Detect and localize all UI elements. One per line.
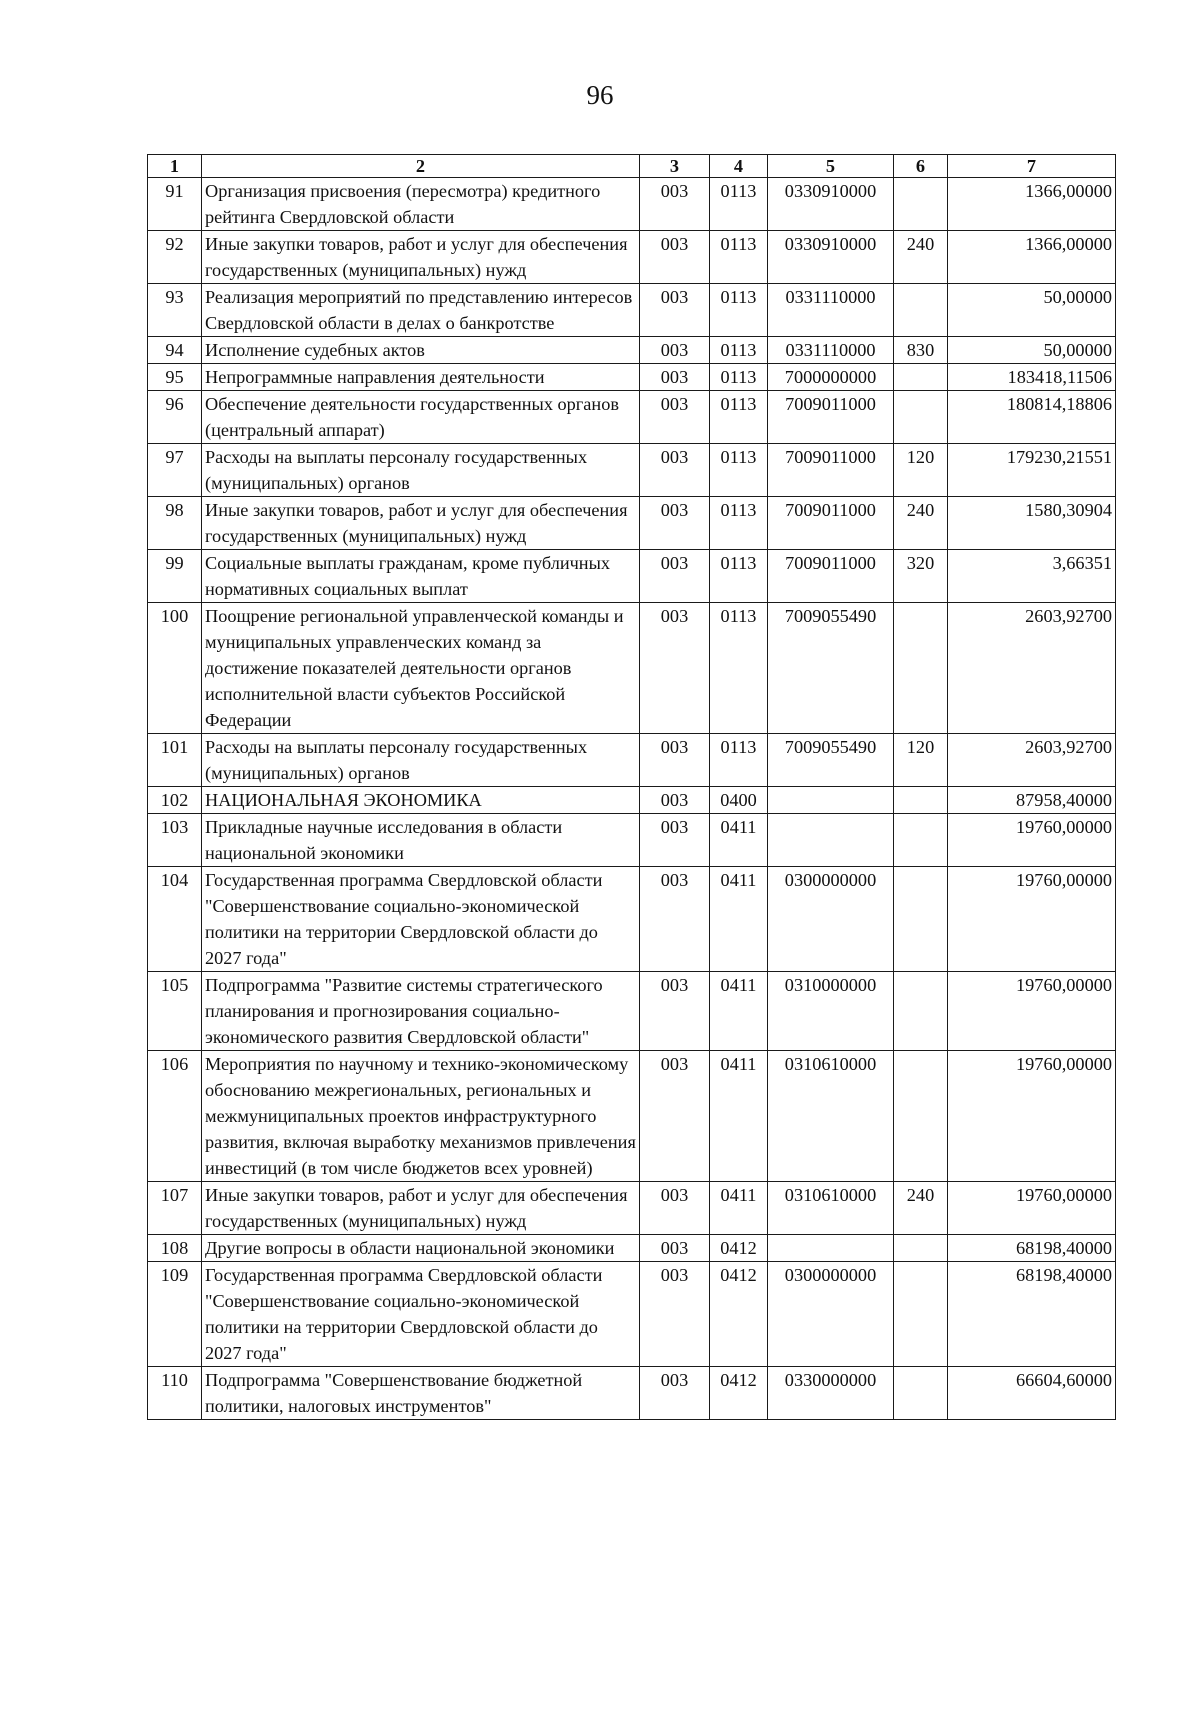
row-number-cell: 105 (148, 972, 202, 1051)
table-row (148, 814, 1116, 867)
expense-name-cell: Другие вопросы в области национальной экономики (202, 1235, 640, 1262)
header-col-2: 2 (202, 155, 640, 178)
target-article-cell: 0331110000 (768, 284, 894, 337)
expense-name-cell: Расходы на выплаты персоналу государственных (муниципальных) органов (202, 444, 640, 497)
expense-type-cell (894, 603, 948, 734)
expense-name-cell: Социальные выплаты гражданам, кроме публичных нормативных социальных выплат (202, 550, 640, 603)
amount-cell: 183418,11506 (948, 364, 1116, 391)
section-code-cell: 0113 (710, 734, 768, 787)
expense-type-cell (894, 1051, 948, 1182)
table-row (148, 497, 1116, 550)
row-number-cell: 109 (148, 1262, 202, 1367)
table-row (148, 337, 1116, 364)
expense-type-cell (894, 867, 948, 972)
row-number-cell: 101 (148, 734, 202, 787)
section-code-cell: 0113 (710, 337, 768, 364)
department-code-cell: 003 (640, 972, 710, 1051)
amount-cell: 66604,60000 (948, 1367, 1116, 1420)
amount-cell: 50,00000 (948, 337, 1116, 364)
target-article-cell: 0300000000 (768, 867, 894, 972)
amount-cell: 180814,18806 (948, 391, 1116, 444)
expense-type-cell (894, 391, 948, 444)
target-article-cell: 0330910000 (768, 231, 894, 284)
expense-type-cell (894, 1262, 948, 1367)
expense-type-cell: 240 (894, 231, 948, 284)
table-row (148, 1262, 1116, 1367)
amount-cell: 2603,92700 (948, 603, 1116, 734)
department-code-cell: 003 (640, 178, 710, 231)
row-number-cell: 95 (148, 364, 202, 391)
row-number-cell: 94 (148, 337, 202, 364)
row-number-cell: 104 (148, 867, 202, 972)
expense-type-cell (894, 1235, 948, 1262)
target-article-cell: 7009011000 (768, 444, 894, 497)
row-number-cell: 108 (148, 1235, 202, 1262)
section-code-cell: 0411 (710, 972, 768, 1051)
target-article-cell: 7009055490 (768, 603, 894, 734)
section-code-cell: 0113 (710, 364, 768, 391)
target-article-cell: 0330000000 (768, 1367, 894, 1420)
target-article-cell: 0310610000 (768, 1182, 894, 1235)
table-row (148, 444, 1116, 497)
expense-name-cell: Иные закупки товаров, работ и услуг для обеспечения государственных (муниципальных) нужд (202, 231, 640, 284)
target-article-cell: 7009055490 (768, 734, 894, 787)
page-number: 96 (586, 80, 614, 110)
table-row (148, 787, 1116, 814)
department-code-cell: 003 (640, 550, 710, 603)
section-code-cell: 0113 (710, 550, 768, 603)
row-number-cell: 102 (148, 787, 202, 814)
section-code-cell: 0113 (710, 497, 768, 550)
table-row (148, 972, 1116, 1051)
amount-cell: 3,66351 (948, 550, 1116, 603)
expense-name-cell: Прикладные научные исследования в области национальной экономики (202, 814, 640, 867)
expense-name-cell: Расходы на выплаты персоналу государственных (муниципальных) органов (202, 734, 640, 787)
row-number-cell: 91 (148, 178, 202, 231)
department-code-cell: 003 (640, 734, 710, 787)
department-code-cell: 003 (640, 814, 710, 867)
table-row (148, 603, 1116, 734)
amount-cell: 50,00000 (948, 284, 1116, 337)
expense-type-cell (894, 178, 948, 231)
expense-name-cell: Обеспечение деятельности государственных органов (центральный аппарат) (202, 391, 640, 444)
target-article-cell: 7009011000 (768, 497, 894, 550)
expense-name-cell: Организация присвоения (пересмотра) кредитного рейтинга Свердловской области (202, 178, 640, 231)
section-code-cell: 0412 (710, 1367, 768, 1420)
department-code-cell: 003 (640, 337, 710, 364)
expense-type-cell (894, 814, 948, 867)
row-number-cell: 98 (148, 497, 202, 550)
table-row (148, 231, 1116, 284)
expense-name-cell: Исполнение судебных актов (202, 337, 640, 364)
expense-type-cell: 240 (894, 1182, 948, 1235)
department-code-cell: 003 (640, 1367, 710, 1420)
target-article-cell: 0310610000 (768, 1051, 894, 1182)
target-article-cell: 7000000000 (768, 364, 894, 391)
expense-name-cell: Государственная программа Свердловской области "Совершенствование социально-экономической политики на территории Свердловской области до 2027 года" (202, 1262, 640, 1367)
amount-cell: 68198,40000 (948, 1235, 1116, 1262)
table-row (148, 178, 1116, 231)
header-col-6: 6 (894, 155, 948, 178)
amount-cell: 19760,00000 (948, 867, 1116, 972)
expense-type-cell (894, 284, 948, 337)
row-number-cell: 100 (148, 603, 202, 734)
row-number-cell: 92 (148, 231, 202, 284)
department-code-cell: 003 (640, 444, 710, 497)
table-header (148, 155, 1116, 178)
amount-cell: 1366,00000 (948, 178, 1116, 231)
section-code-cell: 0113 (710, 231, 768, 284)
amount-cell: 19760,00000 (948, 814, 1116, 867)
target-article-cell (768, 787, 894, 814)
row-number-cell: 106 (148, 1051, 202, 1182)
amount-cell: 1366,00000 (948, 231, 1116, 284)
section-code-cell: 0411 (710, 867, 768, 972)
table-row (148, 867, 1116, 972)
department-code-cell: 003 (640, 1235, 710, 1262)
expense-name-cell: Иные закупки товаров, работ и услуг для обеспечения государственных (муниципальных) нужд (202, 497, 640, 550)
section-code-cell: 0411 (710, 1182, 768, 1235)
expense-name-cell: НАЦИОНАЛЬНАЯ ЭКОНОМИКА (202, 787, 640, 814)
expense-name-cell: Реализация мероприятий по представлению интересов Свердловской области в делах о банкротстве (202, 284, 640, 337)
header-col-3: 3 (640, 155, 710, 178)
expense-type-cell (894, 1367, 948, 1420)
section-code-cell: 0411 (710, 814, 768, 867)
table-row (148, 284, 1116, 337)
section-code-cell: 0400 (710, 787, 768, 814)
section-code-cell: 0113 (710, 284, 768, 337)
row-number-cell: 110 (148, 1367, 202, 1420)
target-article-cell (768, 1235, 894, 1262)
table-row (148, 1051, 1116, 1182)
expense-name-cell: Государственная программа Свердловской области "Совершенствование социально-экономической политики на территории Свердловской области до 2027 года" (202, 867, 640, 972)
department-code-cell: 003 (640, 1051, 710, 1182)
table-row (148, 1182, 1116, 1235)
department-code-cell: 003 (640, 1262, 710, 1367)
department-code-cell: 003 (640, 1182, 710, 1235)
amount-cell: 87958,40000 (948, 787, 1116, 814)
department-code-cell: 003 (640, 391, 710, 444)
table-row (148, 550, 1116, 603)
expense-name-cell: Мероприятия по научному и технико-экономическому обоснованию межрегиональных, региональных и межмуниципальных проектов инфраструктурного развития, включая выработку механизмов привлечения инвестиций (в том числе бюджетов всех уровней) (202, 1051, 640, 1182)
header-col-7: 7 (948, 155, 1116, 178)
row-number-cell: 103 (148, 814, 202, 867)
expense-type-cell: 120 (894, 734, 948, 787)
section-code-cell: 0411 (710, 1051, 768, 1182)
department-code-cell: 003 (640, 603, 710, 734)
row-number-cell: 97 (148, 444, 202, 497)
table-row (148, 391, 1116, 444)
department-code-cell: 003 (640, 787, 710, 814)
amount-cell: 19760,00000 (948, 1051, 1116, 1182)
expense-type-cell: 320 (894, 550, 948, 603)
target-article-cell: 7009011000 (768, 550, 894, 603)
department-code-cell: 003 (640, 284, 710, 337)
expense-type-cell: 120 (894, 444, 948, 497)
target-article-cell (768, 814, 894, 867)
expense-name-cell: Подпрограмма "Развитие системы стратегического планирования и прогнозирования социально-экономического развития Свердловской области" (202, 972, 640, 1051)
department-code-cell: 003 (640, 231, 710, 284)
expense-name-cell: Поощрение региональной управленческой команды и муниципальных управленческих команд за достижение показателей деятельности органов исполнительной власти субъектов Российской Федерации (202, 603, 640, 734)
amount-cell: 1580,30904 (948, 497, 1116, 550)
amount-cell: 2603,92700 (948, 734, 1116, 787)
department-code-cell: 003 (640, 497, 710, 550)
header-col-5: 5 (768, 155, 894, 178)
table-body (148, 178, 1116, 1420)
department-code-cell: 003 (640, 867, 710, 972)
section-code-cell: 0113 (710, 178, 768, 231)
amount-cell: 19760,00000 (948, 972, 1116, 1051)
target-article-cell: 0300000000 (768, 1262, 894, 1367)
amount-cell: 179230,21551 (948, 444, 1116, 497)
row-number-cell: 99 (148, 550, 202, 603)
target-article-cell: 0330910000 (768, 178, 894, 231)
table-row (148, 364, 1116, 391)
expense-type-cell: 830 (894, 337, 948, 364)
section-code-cell: 0113 (710, 391, 768, 444)
table-row (148, 1367, 1116, 1420)
expense-type-cell: 240 (894, 497, 948, 550)
department-code-cell: 003 (640, 364, 710, 391)
amount-cell: 19760,00000 (948, 1182, 1116, 1235)
amount-cell: 68198,40000 (948, 1262, 1116, 1367)
table-row (148, 1235, 1116, 1262)
expense-name-cell: Непрограммные направления деятельности (202, 364, 640, 391)
section-code-cell: 0113 (710, 603, 768, 734)
target-article-cell: 0310000000 (768, 972, 894, 1051)
header-col-4: 4 (710, 155, 768, 178)
row-number-cell: 96 (148, 391, 202, 444)
header-row (148, 155, 1116, 178)
section-code-cell: 0113 (710, 444, 768, 497)
expense-name-cell: Подпрограмма "Совершенствование бюджетной политики, налоговых инструментов" (202, 1367, 640, 1420)
section-code-cell: 0412 (710, 1235, 768, 1262)
expense-name-cell: Иные закупки товаров, работ и услуг для обеспечения государственных (муниципальных) нужд (202, 1182, 640, 1235)
expense-type-cell (894, 787, 948, 814)
table-row (148, 734, 1116, 787)
expense-type-cell (894, 972, 948, 1051)
target-article-cell: 0331110000 (768, 337, 894, 364)
target-article-cell: 7009011000 (768, 391, 894, 444)
row-number-cell: 107 (148, 1182, 202, 1235)
section-code-cell: 0412 (710, 1262, 768, 1367)
row-number-cell: 93 (148, 284, 202, 337)
budget-table (147, 154, 1116, 1420)
expense-type-cell (894, 364, 948, 391)
header-col-1: 1 (148, 155, 202, 178)
